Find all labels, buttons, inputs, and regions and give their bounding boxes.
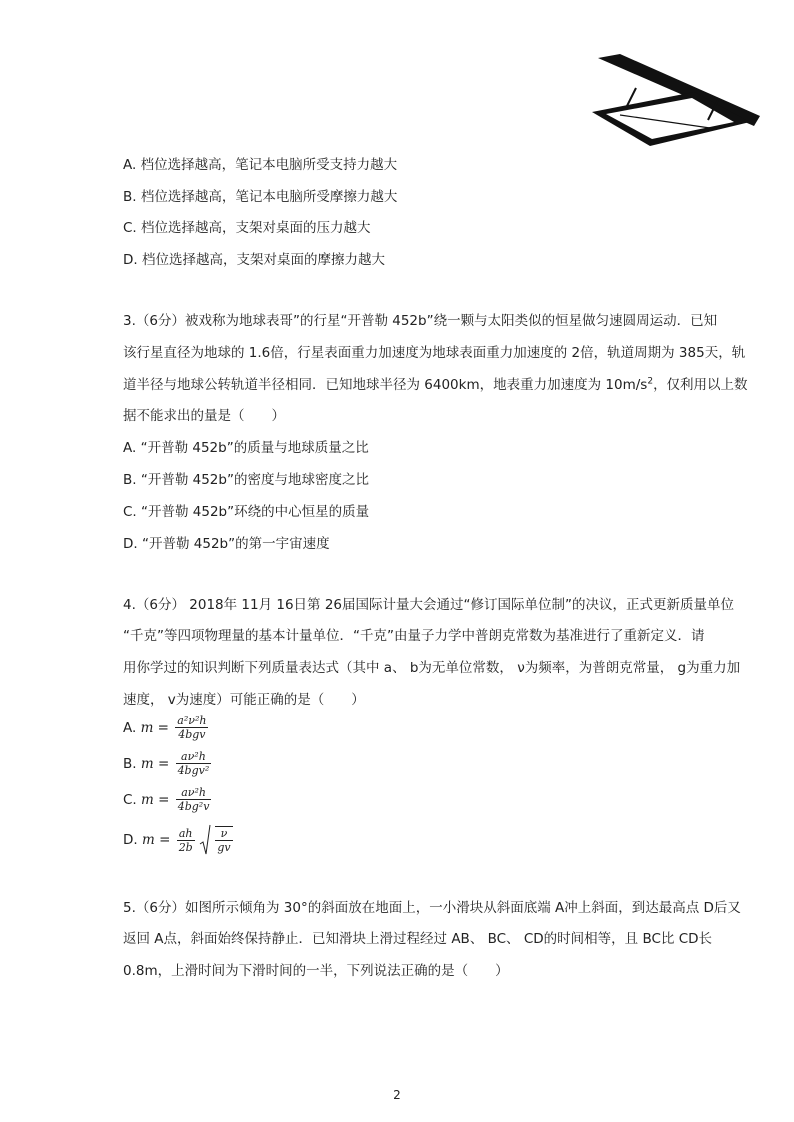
q4-option-c-lhs: m = <box>141 791 170 808</box>
q4-option-d-radicand-numerator: ν <box>215 827 232 841</box>
q4-option-a-lhs: m = <box>140 719 169 736</box>
q3-line3-tail: ，仅利用以上数 <box>653 377 748 393</box>
sqrt-radical-icon <box>199 824 211 856</box>
q4-option-d-fraction <box>177 827 195 854</box>
q3-line3-text: 道半径与地球公转轨道半径相同．已知地球半径为 6400km，地表重力加速度为 10m/s <box>123 377 648 393</box>
q4-option-d-denominator: 2b <box>178 840 193 854</box>
q4-option-d-label: D. <box>123 832 138 848</box>
q4-stem-line-4: 速度， v为速度）可能正确的是（ ） <box>123 692 365 708</box>
q3-stem-line-3 <box>123 376 748 394</box>
q4-option-b-lhs: m = <box>140 755 170 772</box>
q3-stem-line-1: 3.（6分）被戏称为地球表哥”的行星“开普勒 452b”绕一颗与太阳类似的恒星做匀速圆周运动．已知 <box>123 313 718 329</box>
q4-option-b-denominator: 4bgv² <box>177 764 210 777</box>
q4-option-c-numerator: aν²h <box>176 786 212 800</box>
q4-option-d-radicand-denominator: gv <box>217 841 231 854</box>
q2-option-b: B. 档位选择越高，笔记本电脑所受摩擦力越大 <box>123 189 398 205</box>
q4-stem-line-1: 4.（6分） 2018年 11月 16日第 26届国际计量大会通过“修订国际单位制”的决议，正式更新质量单位 <box>123 597 735 613</box>
q4-option-a-numerator: a²ν²h <box>177 714 207 727</box>
q4-option-a-label: A. <box>123 719 137 736</box>
q5-stem-line-1: 5.（6分）如图所示倾角为 30°的斜面放在地面上，一小滑块从斜面底端 A冲上斜面，到达最高点 D后又 <box>123 900 741 916</box>
q4-option-a <box>123 714 208 741</box>
q4-option-c <box>123 786 211 813</box>
q4-stem-line-3: 用你学过的知识判断下列质量表达式（其中 a、 b为无单位常数， ν为频率，为普朗克常量， g为重力加 <box>123 660 741 676</box>
q4-option-a-fraction <box>175 714 208 741</box>
q3-option-c: C. “开普勒 452b”环绕的中心恒星的质量 <box>123 504 370 520</box>
q4-option-d-radicand <box>215 826 232 854</box>
q3-option-b: B. “开普勒 452b”的密度与地球密度之比 <box>123 472 369 488</box>
q4-option-c-denominator: 4bg²v <box>177 800 210 813</box>
q4-option-d-sqrt <box>199 824 233 856</box>
q3-option-a: A. “开普勒 452b”的质量与地球质量之比 <box>123 440 369 456</box>
q4-stem-line-2: “千克”等四项物理量的基本计量单位．“千克”由量子力学中普朗克常数为基准进行了重新定义．请 <box>123 628 705 644</box>
q4-option-b-numerator: aν²h <box>176 750 212 764</box>
q2-option-a: A. 档位选择越高，笔记本电脑所受支持力越大 <box>123 157 398 173</box>
q4-option-d-numerator: ah <box>177 827 195 841</box>
q4-option-a-denominator: 4bgv <box>178 728 206 741</box>
q3-line3-superscript: 2 <box>647 376 654 387</box>
page-number: 2 <box>393 1088 401 1102</box>
q4-option-b-label: B. <box>123 755 137 772</box>
q3-option-d: D. “开普勒 452b”的第一宇宙速度 <box>123 536 330 552</box>
q2-option-c: C. 档位选择越高，支架对桌面的压力越大 <box>123 220 371 236</box>
q2-option-d: D. 档位选择越高，支架对桌面的摩擦力越大 <box>123 252 385 268</box>
q3-stem-line-4: 据不能求出的量是（ ） <box>123 408 285 424</box>
laptop-stand-figure <box>590 52 762 148</box>
q3-stem-line-2: 该行星直径为地球的 1.6倍，行星表面重力加速度为地球表面重力加速度的 2倍，轨道周期为 385天，轨 <box>123 345 746 361</box>
q5-stem-line-3: 0.8m，上滑时间为下滑时间的一半，下列说法正确的是（ ） <box>123 963 509 979</box>
q4-option-c-fraction <box>176 786 212 813</box>
q4-option-d-lhs: m = <box>141 832 171 848</box>
q4-option-c-label: C. <box>123 791 137 808</box>
q5-stem-line-2: 返回 A点，斜面始终保持静止．已知滑块上滑过程经过 AB、 BC、 CD的时间相等，且 BC比 CD长 <box>123 931 713 947</box>
q4-option-b <box>123 750 211 777</box>
q4-option-d <box>123 824 233 856</box>
q4-option-b-fraction <box>176 750 212 777</box>
